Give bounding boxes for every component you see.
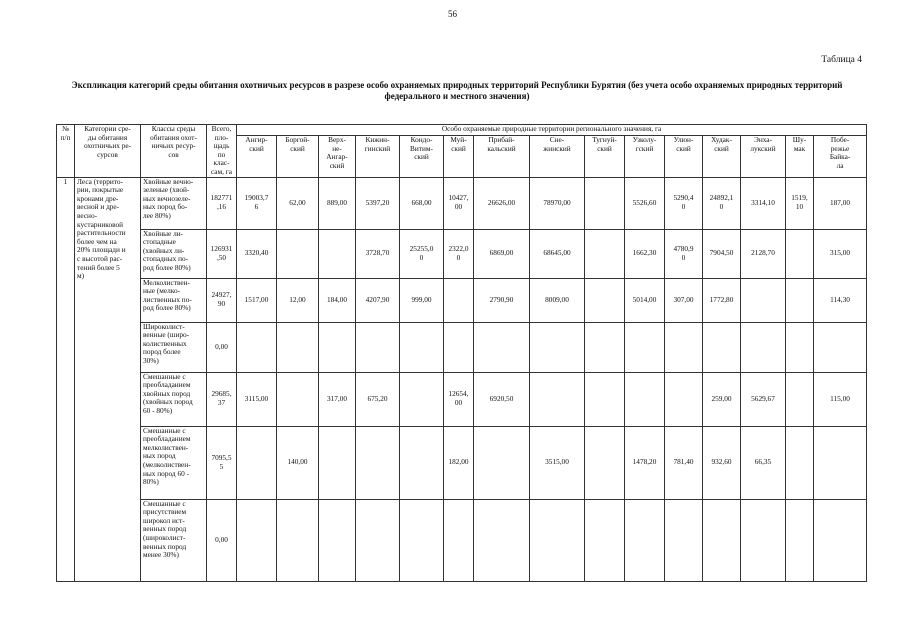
header-territory: Кондо- Витим- ский	[400, 136, 444, 177]
territory-value	[356, 322, 400, 372]
territory-value: 6869,00	[474, 229, 530, 278]
table-row	[57, 499, 867, 581]
header-no: № п/п	[57, 125, 75, 178]
territory-value: 4207,90	[356, 278, 400, 322]
territory-value: 668,00	[400, 177, 444, 229]
territory-value: 2790,90	[474, 278, 530, 322]
territory-value	[625, 372, 665, 426]
territory-value	[814, 499, 867, 581]
total-area: 0,00	[207, 322, 237, 372]
page-number: 56	[448, 9, 457, 19]
table-row	[57, 372, 867, 426]
territory-value: 10427, 00	[444, 177, 474, 229]
territory-value	[703, 499, 741, 581]
table-row	[57, 229, 867, 278]
header-territory: Побе- режье Байка- ла	[814, 136, 867, 177]
territory-value: 115,00	[814, 372, 867, 426]
territory-value: 889,00	[319, 177, 356, 229]
territory-value	[786, 278, 814, 322]
territory-value: 259,00	[703, 372, 741, 426]
territory-value	[400, 322, 444, 372]
territory-value: 781,40	[665, 426, 703, 499]
territory-value: 26626,00	[474, 177, 530, 229]
territory-value	[585, 322, 625, 372]
territory-value: 5526,60	[625, 177, 665, 229]
territory-value: 12654, 00	[444, 372, 474, 426]
territory-value	[585, 499, 625, 581]
territory-value	[319, 499, 356, 581]
territory-value: 1517,00	[237, 278, 277, 322]
territory-value: 4780,9 0	[665, 229, 703, 278]
territory-value: 3320,40	[237, 229, 277, 278]
header-territory: Шу- мак	[786, 136, 814, 177]
habitat-class: Смешанные с присутствием широкол ист- венных пород (широколист- венных пород менее 30%)	[141, 499, 207, 581]
total-area: 24927, 90	[207, 278, 237, 322]
header-territory: Сне- жинский	[530, 136, 585, 177]
territory-value	[444, 499, 474, 581]
header-territory: Тугнуй- ский	[585, 136, 625, 177]
territory-value	[625, 322, 665, 372]
territory-value	[741, 278, 786, 322]
territory-value	[356, 499, 400, 581]
territory-value: 317,00	[319, 372, 356, 426]
territory-value	[277, 322, 319, 372]
category-name: Леса (террито- рии, покрытые кронами дре- весной и дре- весно- кустарниковой растительности более чем на 20% площади и с высотой рас- тений более 5 м)	[75, 177, 141, 581]
header-territory: Прибай- кальский	[474, 136, 530, 177]
header-row-group	[57, 125, 867, 136]
category-number: 1	[57, 177, 75, 581]
habitat-class: Смешанные с преобладанием мелколиствен- ных пород (мелколиствен- ных пород 60 - 80%)	[141, 426, 207, 499]
territory-value	[474, 322, 530, 372]
header-category: Категории сре- ды обитания охотничьих ре- сурсов	[75, 125, 141, 178]
habitat-class: Хвойные ли- стопадные (хвойных ли- стопадных по- род более 80%)	[141, 229, 207, 278]
territory-value: 5290,4 0	[665, 177, 703, 229]
territory-value	[237, 322, 277, 372]
territory-value: 1772,80	[703, 278, 741, 322]
territory-value	[786, 322, 814, 372]
territory-value	[585, 372, 625, 426]
territory-value	[319, 229, 356, 278]
territory-value	[474, 426, 530, 499]
territory-value: 182,00	[444, 426, 474, 499]
territory-value: 2128,70	[741, 229, 786, 278]
territory-value	[237, 499, 277, 581]
header-total: Всего, пло- щадь по клас- сам, га	[207, 125, 237, 178]
territory-value: 999,00	[400, 278, 444, 322]
territory-value	[665, 322, 703, 372]
territory-value	[530, 372, 585, 426]
total-area: 0,00	[207, 499, 237, 581]
territory-value	[625, 499, 665, 581]
total-area: 182771 ,16	[207, 177, 237, 229]
territory-value	[319, 426, 356, 499]
table-label: Таблица 4	[821, 55, 862, 65]
territory-value	[356, 426, 400, 499]
territory-value	[665, 499, 703, 581]
table-row	[57, 278, 867, 322]
territory-value	[786, 372, 814, 426]
territory-value	[786, 229, 814, 278]
habitat-class: Смешанные с преобладанием хвойных пород (хвойных пород 60 - 80%)	[141, 372, 207, 426]
territory-value: 315,00	[814, 229, 867, 278]
habitat-class: Мелколиствен- ные (мелко- лиственных по- род более 80%)	[141, 278, 207, 322]
territory-value: 5014,00	[625, 278, 665, 322]
territory-value: 3515,00	[530, 426, 585, 499]
header-territory: Ангир- ский	[237, 136, 277, 177]
table-row	[57, 177, 867, 229]
territory-value	[585, 278, 625, 322]
territory-value	[741, 322, 786, 372]
territory-value: 6920,50	[474, 372, 530, 426]
territory-value	[703, 322, 741, 372]
territory-value: 932,60	[703, 426, 741, 499]
header-territory: Энха- лукский	[741, 136, 786, 177]
header-group: Особо охраняемые природные территории регионального значения, га	[237, 125, 867, 136]
territory-value: 1662,30	[625, 229, 665, 278]
territory-value: 2322,0 0	[444, 229, 474, 278]
header-territory: Боргой- ский	[277, 136, 319, 177]
territory-value: 1478,20	[625, 426, 665, 499]
header-territory: Кижин- гинский	[356, 136, 400, 177]
total-area: 29685, 37	[207, 372, 237, 426]
territory-value	[277, 372, 319, 426]
total-area: 7095,5 5	[207, 426, 237, 499]
territory-value: 66,35	[741, 426, 786, 499]
territory-value: 12,00	[277, 278, 319, 322]
territory-value	[474, 499, 530, 581]
territory-value	[400, 426, 444, 499]
territory-value	[585, 229, 625, 278]
territory-value: 1519, 10	[786, 177, 814, 229]
header-territory: Верх- не- Ангар- ский	[319, 136, 356, 177]
territory-value	[665, 372, 703, 426]
territory-value	[444, 278, 474, 322]
header-territory: Муй- ский	[444, 136, 474, 177]
territory-value: 3314,10	[741, 177, 786, 229]
territory-value	[530, 499, 585, 581]
header-class: Классы среды обитания охот- ничьих ресур- сов	[141, 125, 207, 178]
territory-value: 8009,00	[530, 278, 585, 322]
territory-value: 68645,00	[530, 229, 585, 278]
territory-value: 62,00	[277, 177, 319, 229]
territory-value	[741, 499, 786, 581]
territory-value	[319, 322, 356, 372]
territory-value	[277, 229, 319, 278]
territory-value: 78970,00	[530, 177, 585, 229]
territory-value	[444, 322, 474, 372]
territory-value: 19003,7 6	[237, 177, 277, 229]
header-territory: Узколу- гский	[625, 136, 665, 177]
territory-value: 3728,70	[356, 229, 400, 278]
territory-value	[786, 426, 814, 499]
territory-value	[585, 426, 625, 499]
territory-value: 24892,1 0	[703, 177, 741, 229]
habitat-class: Хвойные вечно- зеленые (хвой- ных вечнозеле- ных пород бо- лее 80%)	[141, 177, 207, 229]
territory-value	[530, 322, 585, 372]
territory-value: 7904,50	[703, 229, 741, 278]
territory-value: 675,20	[356, 372, 400, 426]
territory-value: 114,30	[814, 278, 867, 322]
territory-value: 184,00	[319, 278, 356, 322]
territory-value	[585, 177, 625, 229]
territory-value	[277, 499, 319, 581]
territory-value	[814, 426, 867, 499]
territory-value: 3115,00	[237, 372, 277, 426]
territory-value	[786, 499, 814, 581]
table-row	[57, 426, 867, 499]
territory-value	[400, 499, 444, 581]
header-territory: Улюн- ский	[665, 136, 703, 177]
territory-value	[237, 426, 277, 499]
territory-value	[400, 372, 444, 426]
header-territory: Худак- ский	[703, 136, 741, 177]
territory-value: 25255,0 0	[400, 229, 444, 278]
table-row	[57, 322, 867, 372]
territory-value: 307,00	[665, 278, 703, 322]
table-title: Экспликация категорий среды обитания охотничьих ресурсов в разрезе особо охраняемых природных территорий Республики Бурятия (без учета особо охраняемых природных территорий федерального и местного значения)	[71, 80, 843, 101]
habitat-table	[56, 124, 867, 582]
territory-value: 5397,20	[356, 177, 400, 229]
territory-value: 140,00	[277, 426, 319, 499]
territory-value: 5629,67	[741, 372, 786, 426]
habitat-class: Широколист- венные (широ- колиственных пород более 30%)	[141, 322, 207, 372]
territory-value: 187,00	[814, 177, 867, 229]
total-area: 126931 ,50	[207, 229, 237, 278]
territory-value	[814, 322, 867, 372]
